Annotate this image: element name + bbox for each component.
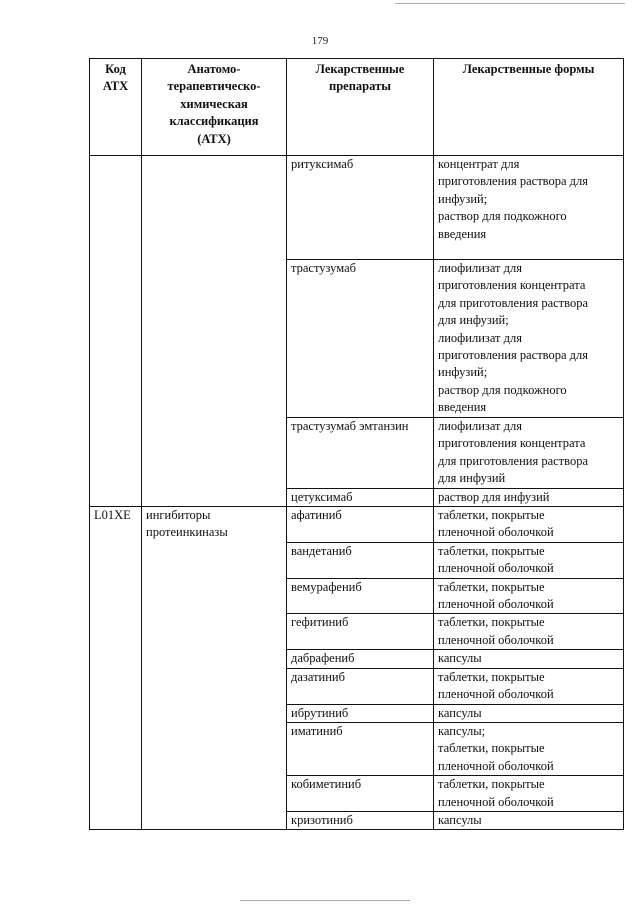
atx-class-cell xyxy=(142,156,287,507)
dosage-forms: таблетки, покрытые пленочной оболочкой xyxy=(434,668,624,704)
drug-name: кобиметиниб xyxy=(287,776,434,812)
drug-name: трастузумаб эмтанзин xyxy=(287,418,434,489)
header-dosage-forms: Лекарственные формы xyxy=(434,59,624,156)
scan-artifact-top xyxy=(395,3,625,4)
dosage-forms: капсулы xyxy=(434,650,624,668)
atx-drug-table xyxy=(89,58,624,830)
dosage-forms: лиофилизат для приготовления концентрата для приготовления раствора для инфузий xyxy=(434,418,624,489)
drug-name: трастузумаб xyxy=(287,260,434,418)
drug-name: кризотиниб xyxy=(287,811,434,829)
drug-name: вандетаниб xyxy=(287,542,434,578)
dosage-forms: раствор для инфузий xyxy=(434,488,624,506)
dosage-forms: таблетки, покрытые пленочной оболочкой xyxy=(434,776,624,812)
drug-name: афатиниб xyxy=(287,507,434,543)
scan-artifact-bottom xyxy=(240,900,410,901)
atx-code-cell: L01XE xyxy=(90,507,142,830)
atx-code-cell xyxy=(90,156,142,507)
drug-name: вемурафениб xyxy=(287,578,434,614)
dosage-forms: капсулы; таблетки, покрытые пленочной оболочкой xyxy=(434,722,624,775)
drug-name: иматиниб xyxy=(287,722,434,775)
atx-class-cell: ингибиторы протеинкиназы xyxy=(142,507,287,830)
header-atx-classification: Анатомо- терапевтическо- химическая классификация (АТХ) xyxy=(142,59,287,156)
header-atx-code: Код АТХ xyxy=(90,59,142,156)
table-header-row xyxy=(90,59,624,156)
drug-name: дазатиниб xyxy=(287,668,434,704)
dosage-forms: таблетки, покрытые пленочной оболочкой xyxy=(434,507,624,543)
table-row xyxy=(90,156,624,260)
dosage-forms: таблетки, покрытые пленочной оболочкой xyxy=(434,542,624,578)
drug-name: дабрафениб xyxy=(287,650,434,668)
dosage-forms: концентрат для приготовления раствора для инфузий; раствор для подкожного введения xyxy=(434,156,624,260)
page-number: 179 xyxy=(311,35,329,47)
dosage-forms: капсулы xyxy=(434,811,624,829)
dosage-forms: таблетки, покрытые пленочной оболочкой xyxy=(434,614,624,650)
drug-name: ибрутиниб xyxy=(287,704,434,722)
drug-name: цетуксимаб xyxy=(287,488,434,506)
dosage-forms: капсулы xyxy=(434,704,624,722)
dosage-forms: лиофилизат для приготовления концентрата для приготовления раствора для инфузий; лиофилизат для приготовления раствора для инфузий; раствор для подкожного введения xyxy=(434,260,624,418)
table-row xyxy=(90,507,624,543)
dosage-forms: таблетки, покрытые пленочной оболочкой xyxy=(434,578,624,614)
drug-name: ритуксимаб xyxy=(287,156,434,260)
drug-name: гефитиниб xyxy=(287,614,434,650)
header-drugs: Лекарственные препараты xyxy=(287,59,434,156)
